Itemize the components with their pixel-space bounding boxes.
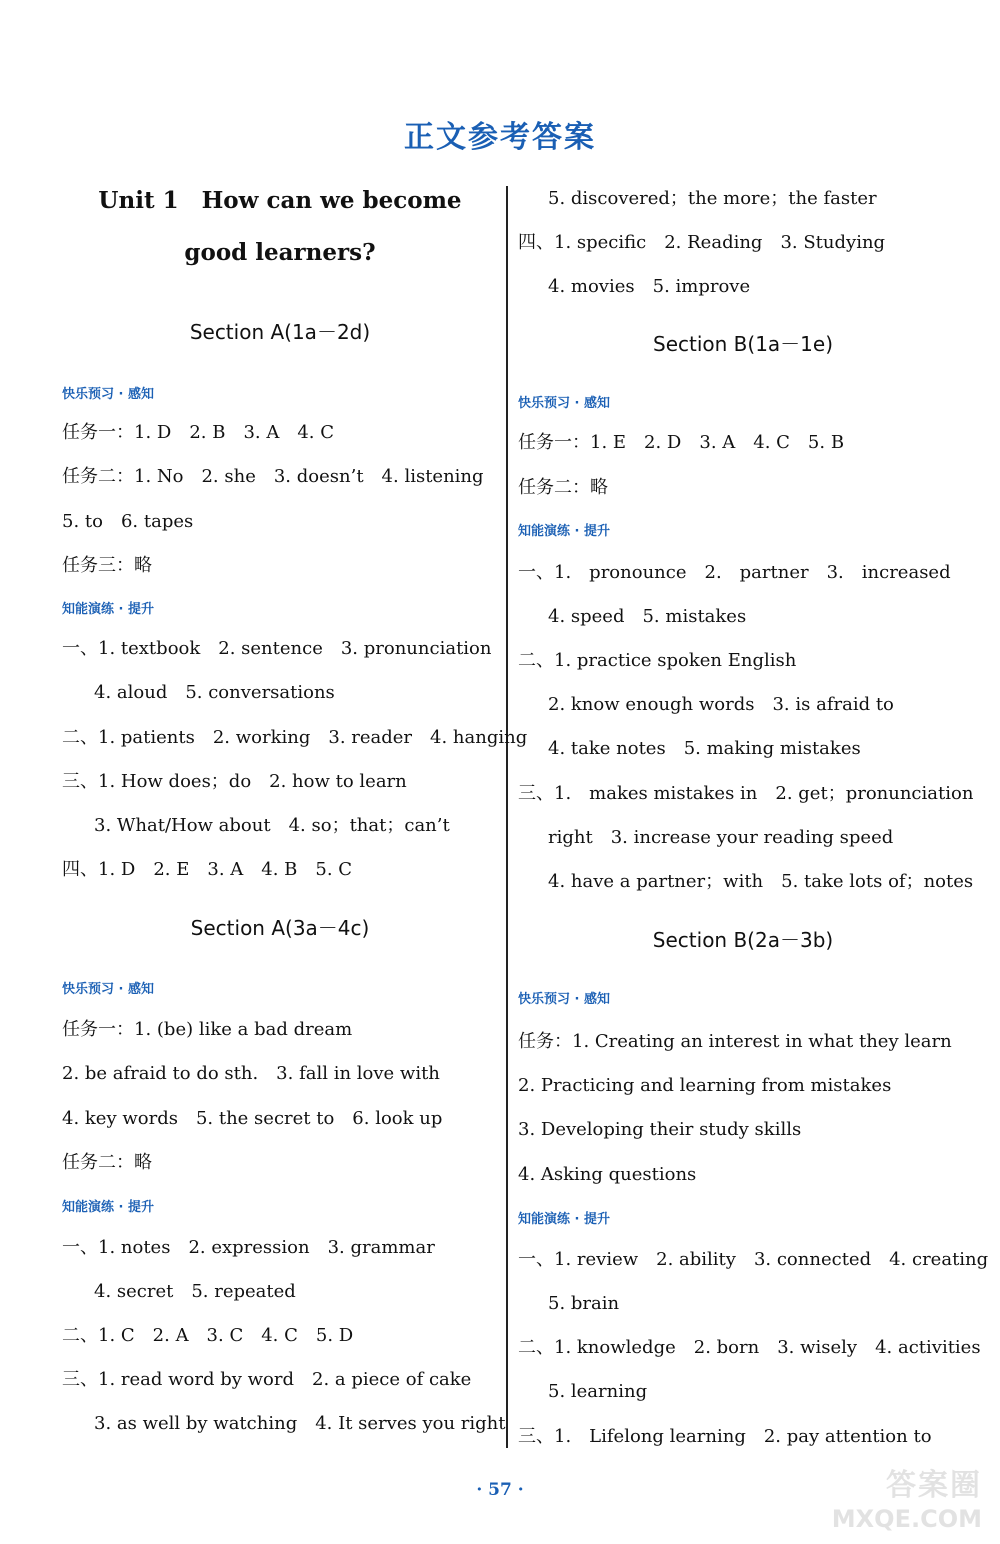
- unit-title-line1: Unit 1 How can we become: [98, 187, 462, 214]
- answer-line: 一、1. pronounce 2. partner 3. increased: [518, 562, 951, 583]
- answer-line: 4. aloud 5. conversations: [94, 682, 335, 703]
- unit-title-line2: good learners?: [184, 239, 376, 266]
- page-number: · 57 ·: [476, 1480, 524, 1500]
- answer-line: 四、1. specific 2. Reading 3. Studying: [518, 232, 886, 253]
- answer-line: 2. know enough words 3. is afraid to: [548, 694, 894, 715]
- answer-line: 4. have a partner；with 5. take lots of；notes: [548, 871, 974, 892]
- answer-line: 5. discovered；the more；the faster: [548, 188, 877, 209]
- label-practice-b1: 知能演练 · 提升: [518, 524, 610, 539]
- answer-line: 三、1. makes mistakes in 2. get；pronunciation: [518, 783, 974, 804]
- answer-line: 任务二：略: [518, 477, 608, 498]
- answer-line: 4. secret 5. repeated: [94, 1281, 296, 1302]
- answer-line: 3. Developing their study skills: [518, 1119, 802, 1140]
- answer-line: 4. speed 5. mistakes: [548, 606, 747, 627]
- answer-line: 二、1. C 2. A 3. C 4. C 5. D: [62, 1325, 354, 1346]
- section-title-b2: Section B(2a－3b): [652, 928, 834, 952]
- label-preview-b1: 快乐预习 · 感知: [518, 396, 610, 411]
- label-practice-a1: 知能演练 · 提升: [62, 602, 154, 617]
- answer-line: 任务三：略: [62, 555, 152, 576]
- section-title-a2: Section A(3a－4c): [190, 916, 370, 940]
- label-practice-a2: 知能演练 · 提升: [62, 1200, 154, 1215]
- answer-line: 二、1. practice spoken English: [518, 650, 797, 671]
- answer-line: 5. to 6. tapes: [62, 511, 194, 532]
- answer-line: 任务二：略: [62, 1152, 152, 1173]
- answer-line: 任务一：1. D 2. B 3. A 4. C: [62, 422, 335, 443]
- answer-line: 4. Asking questions: [518, 1164, 697, 1185]
- section-title-b1: Section B(1a－1e): [653, 332, 833, 356]
- page-title: 正文参考答案: [404, 120, 596, 155]
- label-preview-a2: 快乐预习 · 感知: [62, 982, 154, 997]
- watermark-logo: 答案圈: [886, 1468, 982, 1503]
- label-preview-a1: 快乐预习 · 感知: [62, 387, 154, 402]
- watermark-site: MXQE.COM: [831, 1505, 982, 1533]
- answer-line: right 3. increase your reading speed: [548, 827, 894, 848]
- answer-line: 一、1. review 2. ability 3. connected 4. creating: [518, 1249, 989, 1270]
- answer-line: 二、1. knowledge 2. born 3. wisely 4. activities: [518, 1337, 981, 1358]
- answer-line: 任务一：1. E 2. D 3. A 4. C 5. B: [518, 432, 845, 453]
- answer-line: 任务一：1. (be) like a bad dream: [62, 1019, 353, 1040]
- section-title-a1: Section A(1a－2d): [189, 320, 371, 344]
- answer-line: 二、1. patients 2. working 3. reader 4. hanging: [62, 727, 528, 748]
- answer-line: 5. learning: [548, 1381, 648, 1402]
- answer-line: 4. take notes 5. making mistakes: [548, 738, 861, 759]
- answer-line: 三、1. Lifelong learning 2. pay attention to: [518, 1426, 932, 1447]
- label-practice-b2: 知能演练 · 提升: [518, 1212, 610, 1227]
- answer-line: 任务二：1. No 2. she 3. doesn’t 4. listening: [62, 466, 484, 487]
- column-divider: [506, 186, 508, 1448]
- answer-line: 3. as well by watching 4. It serves you right: [94, 1413, 506, 1434]
- answer-line: 5. brain: [548, 1293, 620, 1314]
- answer-line: 任务：1. Creating an interest in what they learn: [518, 1031, 952, 1052]
- answer-line: 四、1. D 2. E 3. A 4. B 5. C: [62, 859, 353, 880]
- label-preview-b2: 快乐预习 · 感知: [518, 992, 610, 1007]
- answer-line: 4. movies 5. improve: [548, 276, 751, 297]
- answer-line: 2. Practicing and learning from mistakes: [518, 1075, 892, 1096]
- answer-line: 一、1. textbook 2. sentence 3. pronunciation: [62, 638, 492, 659]
- answer-line: 2. be afraid to do sth. 3. fall in love with: [62, 1063, 440, 1084]
- answer-line: 3. What/How about 4. so；that；can’t: [94, 815, 450, 836]
- watermark: [792, 1468, 982, 1540]
- answer-line: 一、1. notes 2. expression 3. grammar: [62, 1237, 435, 1258]
- answer-line: 三、1. How does；do 2. how to learn: [62, 771, 407, 792]
- answer-line: 4. key words 5. the secret to 6. look up: [62, 1108, 443, 1129]
- answer-line: 三、1. read word by word 2. a piece of cake: [62, 1369, 472, 1390]
